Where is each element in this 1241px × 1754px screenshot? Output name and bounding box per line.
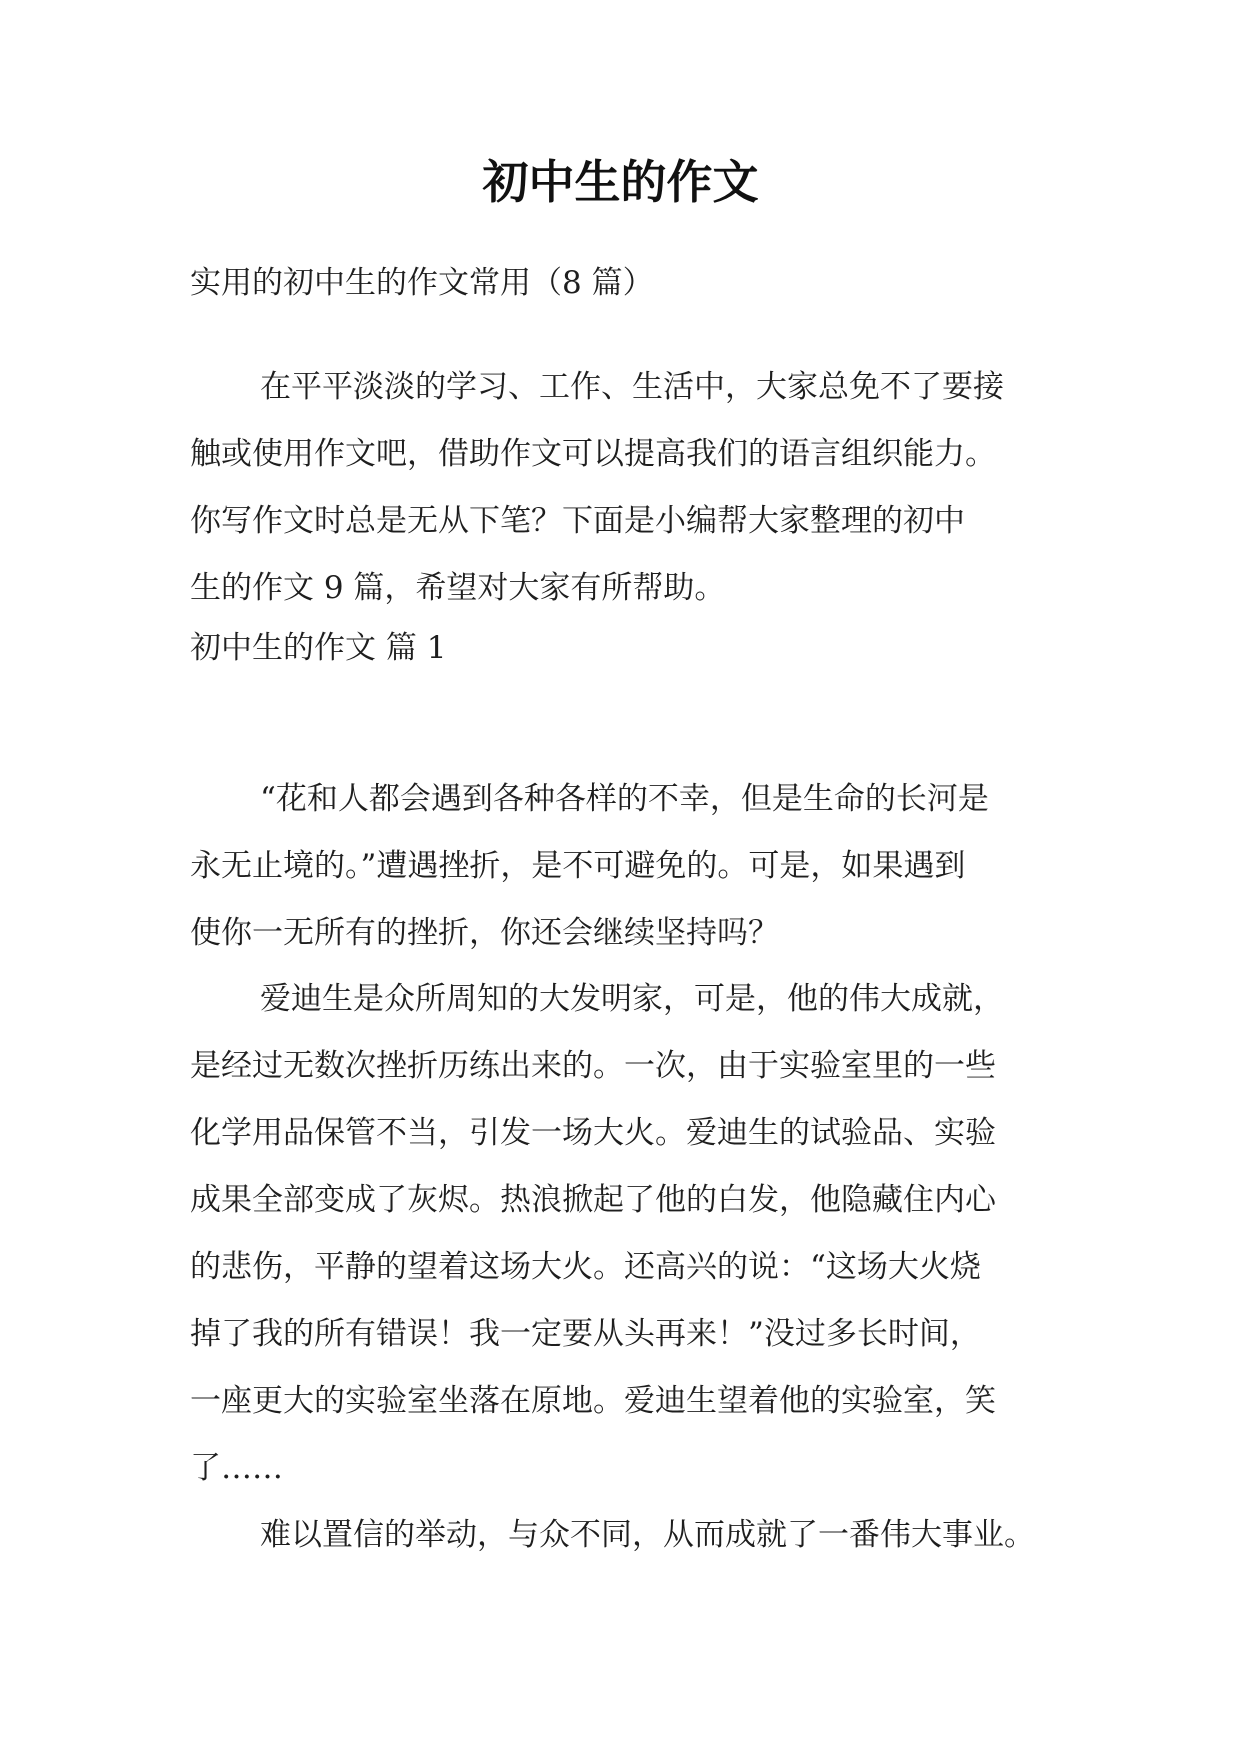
document-title: 初中生的作文 [482,155,759,209]
intro-paragraph [190,354,1080,622]
paragraph-2-line-4: 成果全部变成了灰烬。热浪掀起了他的白发，他隐藏住内心 [190,1182,996,1218]
paragraph-3 [190,1502,1080,1569]
paragraph-2-line-8: 了…… [190,1450,283,1486]
paragraph-2-line-7: 一座更大的实验室坐落在原地。爱迪生望着他的实验室，笑 [190,1383,996,1419]
intro-line-2: 触或使用作文吧，借助作文可以提高我们的语言组织能力。 [190,436,996,472]
intro-line-4: 生的作文 9 篇，希望对大家有所帮助。 [190,570,726,606]
paragraph-2-line-2: 是经过无数次挫折历练出来的。一次，由于实验室里的一些 [190,1048,996,1084]
intro-line-3: 你写作文时总是无从下笔？下面是小编帮大家整理的初中 [190,503,965,539]
subtitle-line: 实用的初中生的作文常用（8 篇） [190,265,654,301]
paragraph-3-line-1: 难以置信的举动，与众不同，从而成就了一番伟大事业。 [260,1517,1035,1553]
paragraph-2 [190,966,1080,1502]
paragraph-2-line-6: 掉了我的所有错误！我一定要从头再来！”没过多长时间， [190,1316,981,1352]
paragraph-1-line-3: 使你一无所有的挫折，你还会继续坚持吗？ [190,915,779,951]
paragraph-1 [190,766,1080,967]
section-heading-text: 初中生的作文 篇 1 [190,630,447,666]
paragraph-1-line-1: “花和人都会遇到各种各样的不幸，但是生命的长河是 [260,781,989,817]
paragraph-2-line-5: 的悲伤，平静的望着这场大火。还高兴的说：“这场大火烧 [190,1249,981,1285]
paragraph-2-line-3: 化学用品保管不当，引发一场大火。爱迪生的试验品、实验 [190,1115,996,1151]
section-heading [190,615,1080,682]
paragraph-1-line-2: 永无止境的。”遭遇挫折，是不可避免的。可是，如果遇到 [190,848,966,884]
paragraph-2-line-1: 爱迪生是众所周知的大发明家，可是，他的伟大成就， [260,981,1004,1017]
intro-line-1: 在平平淡淡的学习、工作、生活中，大家总免不了要接 [260,369,1004,405]
document-subtitle [190,250,1080,317]
